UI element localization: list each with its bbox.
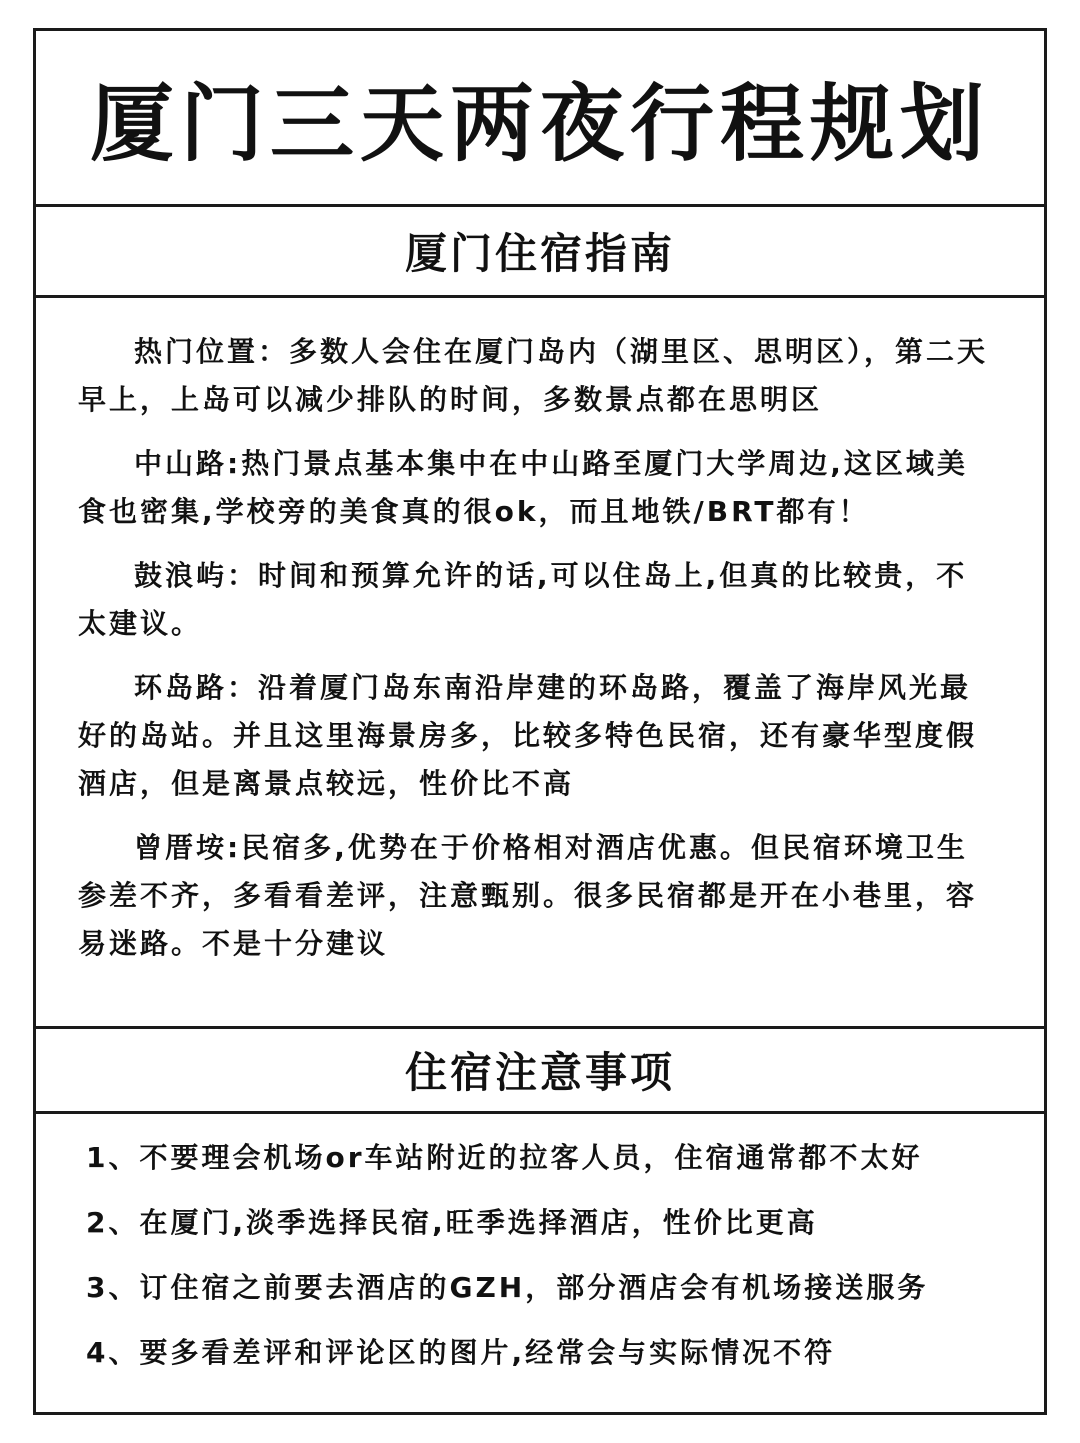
guide-paragraph: 环岛路：沿着厦门岛东南沿岸建的环岛路，覆盖了海岸风光最好的岛站。并且这里海景房多，比较多特色民宿，还有豪华型度假酒店，但是离景点较远，性价比不高: [78, 671, 978, 800]
guide-paragraph: 鼓浪屿：时间和预算允许的话,可以住岛上,但真的比较贵，不太建议。: [78, 559, 968, 640]
note-item: 3、订住宿之前要去酒店的GZH，部分酒店会有机场接送服务: [86, 1271, 929, 1304]
guide-paragraph: 中山路:热门景点基本集中在中山路至厦门大学周边,这区域美食也密集,学校旁的美食真的很ok，而且地铁/BRT都有！: [78, 447, 968, 528]
guide-heading: 厦门住宿指南: [404, 229, 675, 278]
page-title: 厦门三天两夜行程规划: [89, 75, 990, 173]
guide-paragraph: 热门位置：多数人会住在厦门岛内（湖里区、思明区），第二天早上，上岛可以减少排队的时间，多数景点都在思明区: [78, 335, 989, 416]
note-item: 4、要多看差评和评论区的图片,经常会与实际情况不符: [86, 1336, 836, 1369]
document-frame: [33, 28, 1047, 1415]
guide-paragraph: 曾厝垵:民宿多,优势在于价格相对酒店优惠。但民宿环境卫生参差不齐，多看看差评，注意甄别。很多民宿都是开在小巷里，容易迷路。不是十分建议: [78, 831, 978, 960]
note-item: 1、不要理会机场or车站附近的拉客人员，住宿通常都不太好: [86, 1141, 923, 1174]
notes-section: [36, 1114, 1044, 1412]
guide-section: [36, 298, 1044, 1026]
note-item: 2、在厦门,淡季选择民宿,旺季选择酒店，性价比更高: [86, 1206, 818, 1239]
notes-heading: 住宿注意事项: [404, 1048, 675, 1097]
